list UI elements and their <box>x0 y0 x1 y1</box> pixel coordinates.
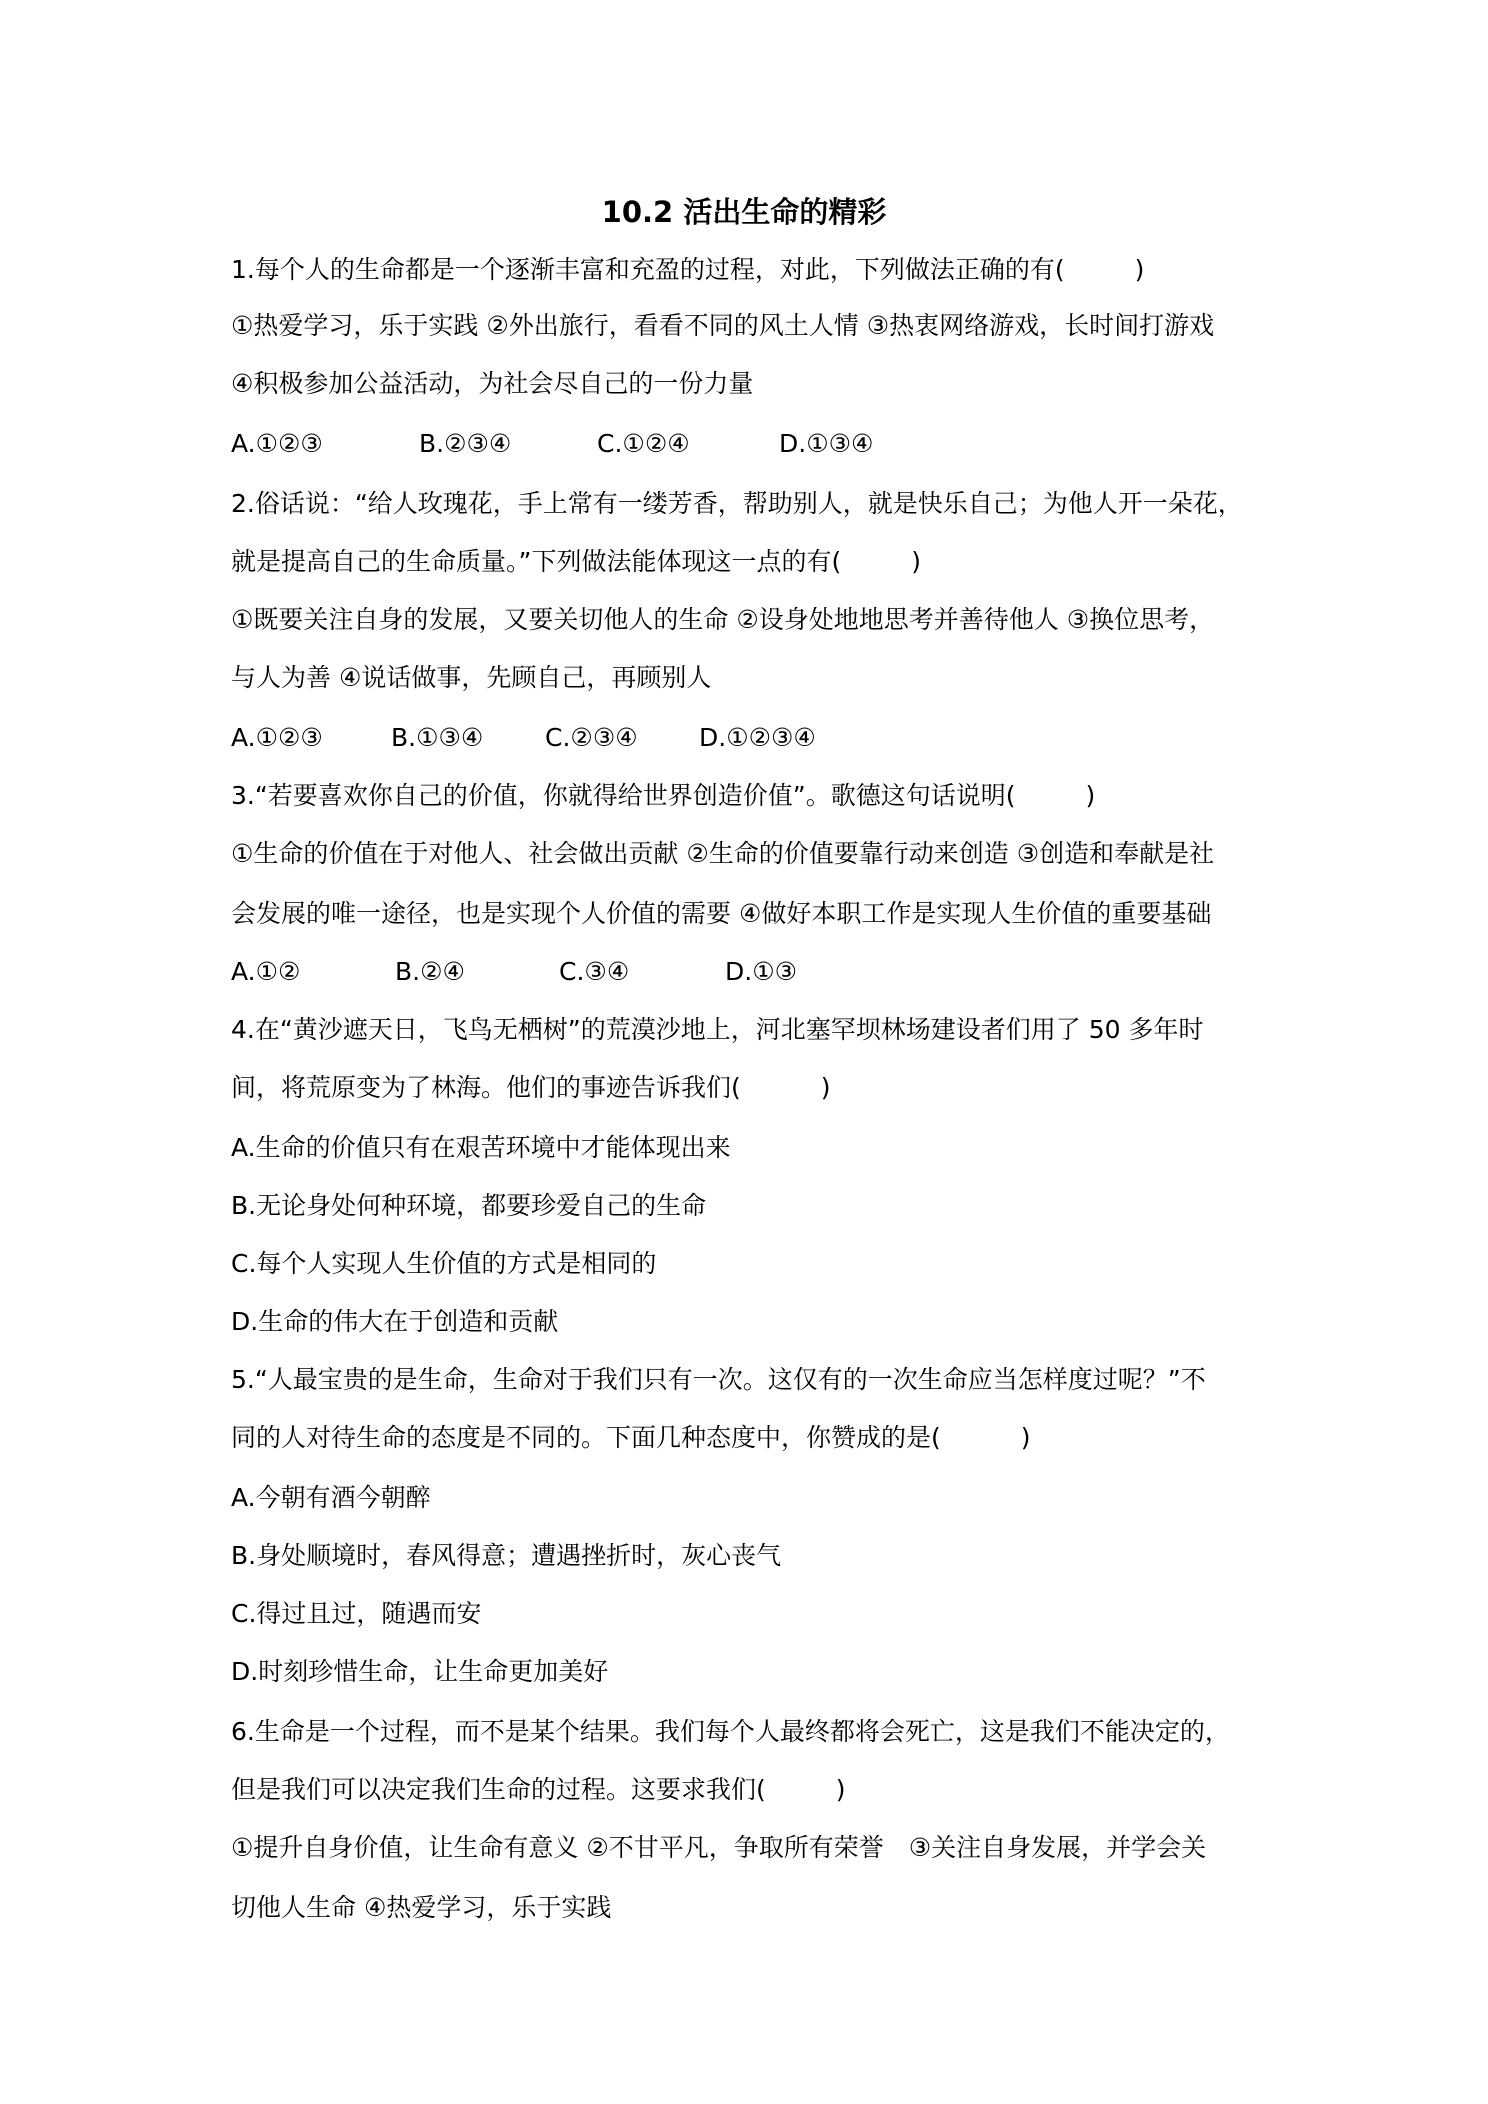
question-5-stem: 5.“人最宝贵的是生命，生命对于我们只有一次。这仅有的一次生命应当怎样度过呢？”不 <box>231 1365 1206 1394</box>
option-b: B.②④ <box>395 957 465 986</box>
question-5-stem: 同的人对待生命的态度是不同的。下面几种态度中，你赞成的是( ) <box>231 1423 1031 1452</box>
option-a: A.①② <box>231 957 301 986</box>
question-2-stem: 2.俗话说：“给人玫瑰花，手上常有一缕芳香，帮助别人，就是快乐自己；为他人开一朵花， <box>231 489 1243 518</box>
question-3-stem: 3.“若要喜欢你自己的价值，你就得给世界创造价值”。歌德这句话说明( ) <box>231 781 1096 810</box>
question-3-items: 会发展的唯一途径，也是实现个人价值的需要 ④做好本职工作是实现人生价值的重要基础 <box>231 899 1212 928</box>
option-b: B.②③④ <box>419 429 512 458</box>
option-c: C.①②④ <box>597 429 690 458</box>
question-6-items: ①提升自身价值，让生命有意义 ②不甘平凡，争取所有荣誉 ③关注自身发展，并学会关 <box>231 1833 1207 1862</box>
question-1-stem: 1.每个人的生命都是一个逐渐丰富和充盈的过程，对此，下列做法正确的有( ) <box>231 255 1145 284</box>
option-c: C.每个人实现人生价值的方式是相同的 <box>231 1249 657 1278</box>
question-1-items: ①热爱学习，乐于实践 ②外出旅行，看看不同的风土人情 ③热衷网络游戏，长时间打游戏 <box>231 311 1215 340</box>
question-2-stem: 就是提高自己的生命质量。”下列做法能体现这一点的有( ) <box>231 547 921 576</box>
question-3-options <box>231 952 1281 992</box>
option-c: C.②③④ <box>545 723 638 752</box>
page-title: 10.2 活出生命的精彩 <box>601 195 887 229</box>
question-4-stem: 4.在“黄沙遮天日，飞鸟无栖树”的荒漠沙地上，河北塞罕坝林场建设者们用了 50 多年时 <box>231 1015 1204 1044</box>
question-6-items: 切他人生命 ④热爱学习，乐于实践 <box>231 1893 612 1922</box>
option-a: A.今朝有酒今朝醉 <box>231 1483 431 1512</box>
question-3-items: ①生命的价值在于对他人、社会做出贡献 ②生命的价值要靠行动来创造 ③创造和奉献是社 <box>231 839 1215 868</box>
question-2-items: ①既要关注自身的发展，又要关切他人的生命 ②设身处地地思考并善待他人 ③换位思考， <box>231 605 1215 634</box>
option-d: D.①③ <box>725 957 798 986</box>
option-a: A.①②③ <box>231 429 323 458</box>
question-6-stem: 但是我们可以决定我们生命的过程。这要求我们( ) <box>231 1775 846 1804</box>
option-d: D.①③④ <box>779 429 874 458</box>
option-d: D.①②③④ <box>699 723 816 752</box>
question-2-items: 与人为善 ④说话做事，先顾自己，再顾别人 <box>231 663 712 692</box>
option-b: B.①③④ <box>391 723 484 752</box>
option-a: A.①②③ <box>231 723 323 752</box>
question-6-stem: 6.生命是一个过程，而不是某个结果。我们每个人最终都将会死亡，这是我们不能决定的， <box>231 1717 1230 1746</box>
question-1-options <box>231 424 1281 464</box>
option-d: D.生命的伟大在于创造和贡献 <box>231 1307 559 1336</box>
option-a: A.生命的价值只有在艰苦环境中才能体现出来 <box>231 1133 731 1162</box>
question-1-items: ④积极参加公益活动，为社会尽自己的一份力量 <box>231 369 754 398</box>
option-b: B.无论身处何种环境，都要珍爱自己的生命 <box>231 1191 707 1220</box>
question-2-options <box>231 718 1281 758</box>
option-c: C.③④ <box>559 957 630 986</box>
option-b: B.身处顺境时，春风得意；遭遇挫折时，灰心丧气 <box>231 1541 782 1570</box>
option-c: C.得过且过，随遇而安 <box>231 1599 482 1628</box>
option-d: D.时刻珍惜生命，让生命更加美好 <box>231 1657 609 1686</box>
question-4-stem: 间，将荒原变为了林海。他们的事迹告诉我们( ) <box>231 1073 831 1102</box>
